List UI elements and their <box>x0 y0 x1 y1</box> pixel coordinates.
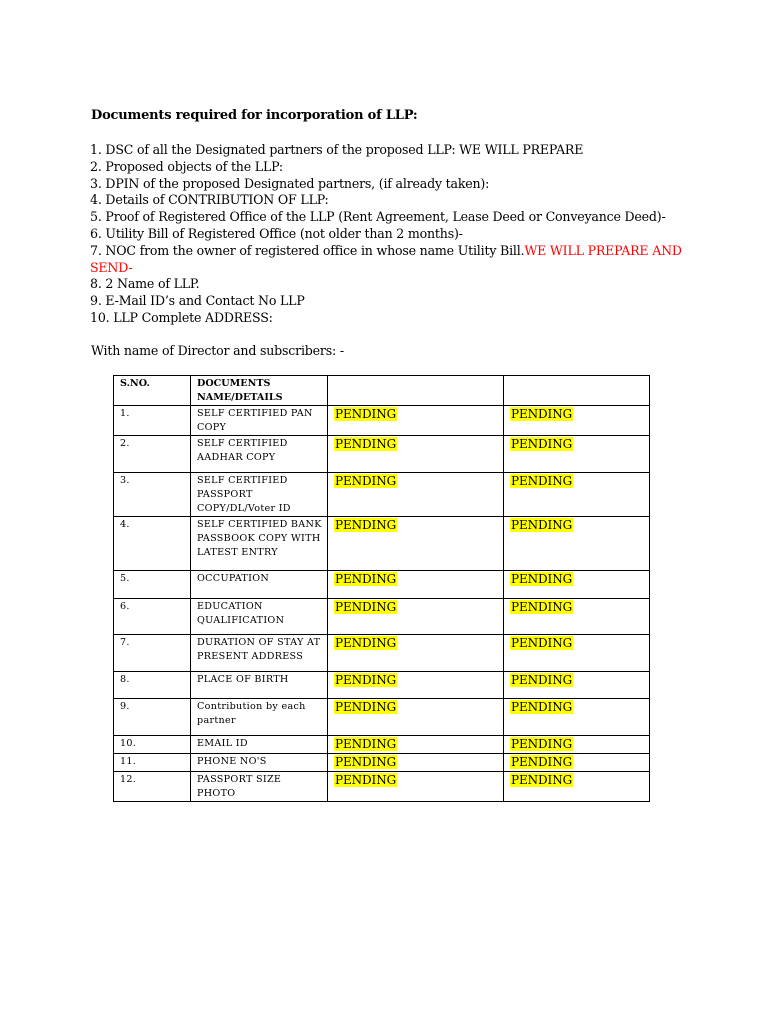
cell-sno: 2. <box>114 436 191 473</box>
table-row <box>114 436 650 473</box>
cell-sno: 3. <box>114 473 191 517</box>
pending-badge: PENDING <box>511 673 573 687</box>
cell-document: EMAIL ID <box>191 736 328 754</box>
table-row <box>114 635 650 672</box>
requirements-list <box>90 142 690 327</box>
requirement-item: 9. E-Mail ID’s and Contact No LLP <box>90 293 305 309</box>
cell-status <box>328 699 504 736</box>
pending-badge: PENDING <box>335 600 397 614</box>
cell-status <box>328 772 504 802</box>
document-heading: Documents required for incorporation of LLP: <box>91 108 418 123</box>
cell-document: DURATION OF STAY AT PRESENT ADDRESS <box>191 635 328 672</box>
table-row <box>114 517 650 571</box>
cell-document: Contribution by each partner <box>191 699 328 736</box>
pending-badge: PENDING <box>335 737 397 751</box>
cell-sno: 1. <box>114 406 191 436</box>
pending-badge: PENDING <box>511 700 573 714</box>
pending-badge: PENDING <box>335 407 397 421</box>
pending-badge: PENDING <box>335 773 397 787</box>
cell-status <box>328 473 504 517</box>
cell-status <box>504 772 650 802</box>
header-col3 <box>328 376 504 406</box>
table-row <box>114 599 650 635</box>
cell-status <box>504 672 650 699</box>
table-header-row <box>114 376 650 406</box>
requirement-item: 6. Utility Bill of Registered Office (not older than 2 months)- <box>90 225 463 241</box>
table-row <box>114 754 650 772</box>
table-row <box>114 672 650 699</box>
cell-sno: 4. <box>114 517 191 571</box>
pending-badge: PENDING <box>511 773 573 787</box>
pending-badge: PENDING <box>335 636 397 650</box>
requirement-item: 4. Details of CONTRIBUTION OF LLP: <box>90 192 329 208</box>
cell-status <box>504 517 650 571</box>
cell-sno: 8. <box>114 672 191 699</box>
cell-status <box>504 599 650 635</box>
requirement-item: 10. LLP Complete ADDRESS: <box>90 309 273 325</box>
table-row <box>114 772 650 802</box>
cell-status <box>328 635 504 672</box>
cell-status <box>504 754 650 772</box>
cell-status <box>328 736 504 754</box>
requirement-item <box>90 260 690 277</box>
pending-badge: PENDING <box>511 518 573 532</box>
header-documents: DOCUMENTS NAME/DETAILS <box>191 376 328 406</box>
table-row <box>114 699 650 736</box>
cell-document: SELF CERTIFIED BANK PASSBOOK COPY WITH LATEST ENTRY <box>191 517 328 571</box>
pending-badge: PENDING <box>511 437 573 451</box>
requirement-item: 2. Proposed objects of the LLP: <box>90 158 283 174</box>
cell-document: OCCUPATION <box>191 571 328 599</box>
cell-status <box>504 571 650 599</box>
requirement-item: 3. DPIN of the proposed Designated partners, (if already taken): <box>90 175 490 191</box>
pending-badge: PENDING <box>335 474 397 488</box>
requirement-item <box>90 243 690 260</box>
requirement-item: 5. Proof of Registered Office of the LLP (Rent Agreement, Lease Deed or Conveyance Deed)- <box>90 209 666 225</box>
cell-sno: 12. <box>114 772 191 802</box>
pending-badge: PENDING <box>335 518 397 532</box>
requirement-text: 7. NOC from the owner of registered office in whose name Utility Bill. <box>90 242 525 258</box>
cell-sno: 9. <box>114 699 191 736</box>
cell-document: SELF CERTIFIED AADHAR COPY <box>191 436 328 473</box>
cell-status <box>328 436 504 473</box>
requirement-emphasis: SEND- <box>90 259 133 275</box>
cell-status <box>328 754 504 772</box>
table-row <box>114 473 650 517</box>
cell-status <box>328 517 504 571</box>
cell-status <box>504 635 650 672</box>
requirement-item: 8. 2 Name of LLP. <box>90 276 200 292</box>
pending-badge: PENDING <box>511 407 573 421</box>
cell-status <box>504 406 650 436</box>
pending-badge: PENDING <box>511 600 573 614</box>
cell-status <box>328 571 504 599</box>
cell-sno: 6. <box>114 599 191 635</box>
pending-badge: PENDING <box>511 572 573 586</box>
pending-badge: PENDING <box>335 437 397 451</box>
pending-badge: PENDING <box>335 700 397 714</box>
cell-status <box>504 436 650 473</box>
table-row <box>114 736 650 754</box>
pending-badge: PENDING <box>511 755 573 769</box>
table-intro: With name of Director and subscribers: - <box>91 343 344 358</box>
pending-badge: PENDING <box>511 737 573 751</box>
cell-sno: 10. <box>114 736 191 754</box>
pending-badge: PENDING <box>335 673 397 687</box>
cell-status <box>328 599 504 635</box>
pending-badge: PENDING <box>335 572 397 586</box>
cell-document: SELF CERTIFIED PASSPORT COPY/DL/Voter ID <box>191 473 328 517</box>
documents-table <box>113 375 650 802</box>
cell-status <box>328 406 504 436</box>
cell-document: EDUCATION QUALIFICATION <box>191 599 328 635</box>
pending-badge: PENDING <box>511 474 573 488</box>
pending-badge: PENDING <box>511 636 573 650</box>
cell-document: PHONE NO'S <box>191 754 328 772</box>
requirement-item: 1. DSC of all the Designated partners of the proposed LLP: WE WILL PREPARE <box>90 142 584 157</box>
header-col4 <box>504 376 650 406</box>
table-row <box>114 571 650 599</box>
cell-sno: 11. <box>114 754 191 772</box>
cell-status <box>504 473 650 517</box>
cell-status <box>328 672 504 699</box>
pending-badge: PENDING <box>335 755 397 769</box>
cell-status <box>504 699 650 736</box>
header-sno: S.NO. <box>114 376 191 406</box>
table-row <box>114 406 650 436</box>
cell-document: PASSPORT SIZE PHOTO <box>191 772 328 802</box>
cell-status <box>504 736 650 754</box>
cell-sno: 7. <box>114 635 191 672</box>
cell-document: PLACE OF BIRTH <box>191 672 328 699</box>
cell-document: SELF CERTIFIED PAN COPY <box>191 406 328 436</box>
requirement-emphasis: WE WILL PREPARE AND <box>524 242 682 258</box>
cell-sno: 5. <box>114 571 191 599</box>
